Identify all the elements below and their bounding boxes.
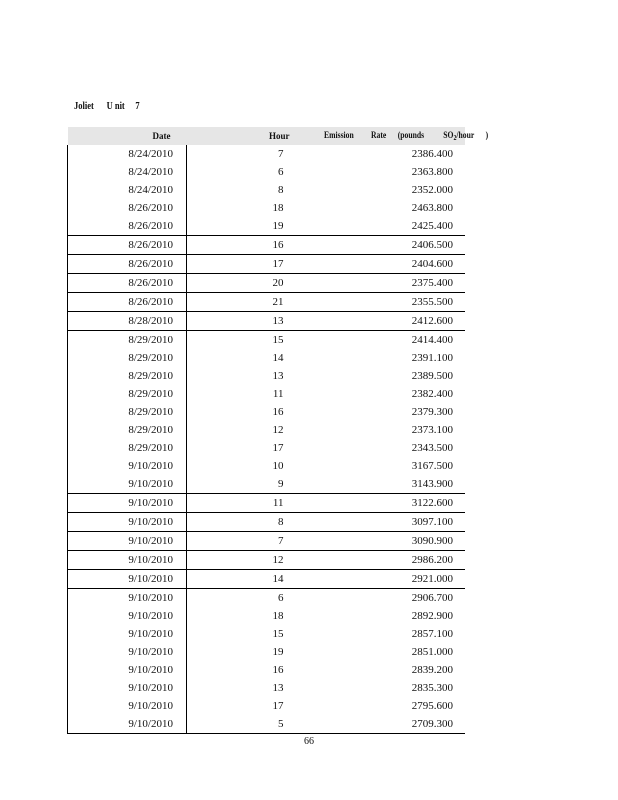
cell-hour: 17 xyxy=(272,700,284,712)
cell-emission-rate: 2709.300 xyxy=(312,715,466,734)
page-number: 66 xyxy=(304,736,314,747)
cell-hour: 14 xyxy=(272,352,284,364)
table-row xyxy=(68,513,466,532)
table-row xyxy=(68,643,466,661)
cell-emission-rate: 2352.000 xyxy=(411,184,453,196)
cell-hour: 13 xyxy=(187,312,312,331)
header-date: Date xyxy=(68,127,187,145)
cell-hour: 7 xyxy=(278,148,284,160)
cell-date: 9/10/2010 xyxy=(68,697,187,715)
cell-hour: 11 xyxy=(272,388,284,400)
cell-date: 8/26/2010 xyxy=(68,274,187,293)
cell-emission-rate: 2382.400 xyxy=(411,388,453,400)
cell-emission-rate: 2425.400 xyxy=(411,220,453,232)
unit-title: Joliet U nit 7 xyxy=(74,101,140,112)
cell-hour: 10 xyxy=(272,460,284,472)
table-row xyxy=(68,607,466,625)
table-row xyxy=(68,145,466,163)
header-hour: Hour xyxy=(187,127,312,145)
cell-hour: 17 xyxy=(187,255,312,274)
cell-emission-rate: 2404.600 xyxy=(312,255,466,274)
cell-date: 8/26/2010 xyxy=(68,199,187,217)
cell-emission-rate: 2386.400 xyxy=(411,148,453,160)
cell-hour: 21 xyxy=(187,293,312,312)
header-unit: /hour ) xyxy=(455,130,488,140)
table-row xyxy=(68,199,466,217)
table-row xyxy=(68,255,466,274)
table-body xyxy=(68,145,466,734)
table-row xyxy=(68,403,466,421)
table-row xyxy=(68,236,466,255)
table-row xyxy=(68,312,466,331)
cell-hour: 18 xyxy=(272,202,284,214)
cell-hour: 15 xyxy=(272,628,284,640)
table-row xyxy=(68,679,466,697)
cell-date: 8/26/2010 xyxy=(68,236,187,255)
table-row xyxy=(68,532,466,551)
cell-hour: 7 xyxy=(187,532,312,551)
table-row xyxy=(68,163,466,181)
cell-date: 9/10/2010 xyxy=(68,494,187,513)
cell-emission-rate: 2391.100 xyxy=(411,352,453,364)
table-row xyxy=(68,570,466,589)
cell-date: 8/24/2010 xyxy=(68,181,187,199)
table-row xyxy=(68,421,466,439)
cell-hour: 13 xyxy=(272,682,284,694)
cell-date: 8/26/2010 xyxy=(68,217,187,236)
cell-date: 8/24/2010 xyxy=(68,145,187,163)
cell-date: 9/10/2010 xyxy=(68,607,187,625)
cell-date: 8/29/2010 xyxy=(68,385,187,403)
cell-date: 8/29/2010 xyxy=(68,349,187,367)
cell-date: 8/29/2010 xyxy=(68,439,187,457)
header-subscript: 2 xyxy=(452,134,456,142)
cell-hour: 15 xyxy=(187,331,312,350)
cell-emission-rate: 2343.500 xyxy=(411,442,453,454)
table-row xyxy=(68,589,466,608)
cell-date: 9/10/2010 xyxy=(68,551,187,570)
cell-emission-rate: 2921.000 xyxy=(312,570,466,589)
cell-emission-rate: 3097.100 xyxy=(312,513,466,532)
cell-emission-rate: 2857.100 xyxy=(411,628,453,640)
cell-date: 9/10/2010 xyxy=(68,532,187,551)
cell-hour: 14 xyxy=(187,570,312,589)
cell-hour: 16 xyxy=(272,664,284,676)
cell-hour: 16 xyxy=(272,406,284,418)
cell-emission-rate: 2892.900 xyxy=(411,610,453,622)
table-row xyxy=(68,217,466,236)
cell-date: 9/10/2010 xyxy=(68,715,187,734)
cell-date: 9/10/2010 xyxy=(68,589,187,608)
emissions-table xyxy=(67,127,488,734)
cell-hour: 19 xyxy=(272,646,284,658)
cell-date: 9/10/2010 xyxy=(68,475,187,494)
cell-hour: 13 xyxy=(272,370,284,382)
cell-hour: 8 xyxy=(187,513,312,532)
table-row xyxy=(68,367,466,385)
cell-date: 9/10/2010 xyxy=(68,570,187,589)
table-row xyxy=(68,715,466,734)
table-row xyxy=(68,293,466,312)
cell-date: 8/26/2010 xyxy=(68,293,187,312)
table-row xyxy=(68,551,466,570)
cell-date: 8/26/2010 xyxy=(68,255,187,274)
cell-date: 9/10/2010 xyxy=(68,625,187,643)
cell-emission-rate: 2363.800 xyxy=(411,166,453,178)
cell-emission-rate: 2375.400 xyxy=(312,274,466,293)
table-row xyxy=(68,661,466,679)
cell-date: 9/10/2010 xyxy=(68,643,187,661)
cell-emission-rate: 2835.300 xyxy=(411,682,453,694)
cell-emission-rate: 2414.400 xyxy=(312,331,466,350)
cell-hour: 19 xyxy=(272,220,284,232)
cell-emission-rate: 2463.800 xyxy=(411,202,453,214)
cell-hour: 20 xyxy=(187,274,312,293)
table-row xyxy=(68,494,466,513)
table-row xyxy=(68,349,466,367)
cell-emission-rate: 2986.200 xyxy=(312,551,466,570)
cell-emission-rate: 2839.200 xyxy=(411,664,453,676)
table-row xyxy=(68,475,466,494)
cell-emission-rate: 2389.500 xyxy=(411,370,453,382)
cell-date: 8/29/2010 xyxy=(68,367,187,385)
cell-emission-rate: 2406.500 xyxy=(312,236,466,255)
cell-hour: 17 xyxy=(272,442,284,454)
header-emission-text xyxy=(324,130,488,142)
cell-date: 9/10/2010 xyxy=(68,513,187,532)
table-row xyxy=(68,697,466,715)
table-row xyxy=(68,385,466,403)
cell-date: 8/24/2010 xyxy=(68,163,187,181)
header-emission-label: Emission Rate (pounds SO xyxy=(323,130,453,140)
table-row xyxy=(68,439,466,457)
cell-hour: 5 xyxy=(187,715,312,734)
table-row xyxy=(68,331,466,350)
cell-date: 8/28/2010 xyxy=(68,312,187,331)
table-row xyxy=(68,181,466,199)
cell-date: 9/10/2010 xyxy=(68,661,187,679)
cell-hour: 12 xyxy=(272,424,284,436)
cell-hour: 9 xyxy=(278,478,284,490)
cell-emission-rate: 2851.000 xyxy=(411,646,453,658)
cell-hour: 11 xyxy=(187,494,312,513)
cell-hour: 8 xyxy=(278,184,284,196)
cell-date: 8/29/2010 xyxy=(68,331,187,350)
cell-emission-rate: 2379.300 xyxy=(411,406,453,418)
cell-emission-rate: 2795.600 xyxy=(411,700,453,712)
cell-emission-rate: 2906.700 xyxy=(312,589,466,608)
cell-date: 8/29/2010 xyxy=(68,421,187,439)
cell-emission-rate: 2355.500 xyxy=(312,293,466,312)
header-emission-rate xyxy=(312,127,488,145)
cell-hour: 18 xyxy=(272,610,284,622)
cell-emission-rate: 2412.600 xyxy=(312,312,466,331)
emissions-table-container xyxy=(67,127,488,734)
cell-date: 8/29/2010 xyxy=(68,403,187,421)
cell-hour: 6 xyxy=(278,166,284,178)
cell-hour: 16 xyxy=(187,236,312,255)
cell-emission-rate: 3090.900 xyxy=(312,532,466,551)
cell-hour: 6 xyxy=(187,589,312,608)
table-header-row xyxy=(68,127,466,145)
table-row xyxy=(68,457,466,475)
cell-emission-rate: 3143.900 xyxy=(411,478,453,490)
cell-emission-rate: 2373.100 xyxy=(411,424,453,436)
cell-emission-rate: 3167.500 xyxy=(411,460,453,472)
table-row xyxy=(68,274,466,293)
cell-hour: 12 xyxy=(187,551,312,570)
cell-date: 9/10/2010 xyxy=(68,679,187,697)
cell-emission-rate: 3122.600 xyxy=(312,494,466,513)
table-row xyxy=(68,625,466,643)
cell-date: 9/10/2010 xyxy=(68,457,187,475)
